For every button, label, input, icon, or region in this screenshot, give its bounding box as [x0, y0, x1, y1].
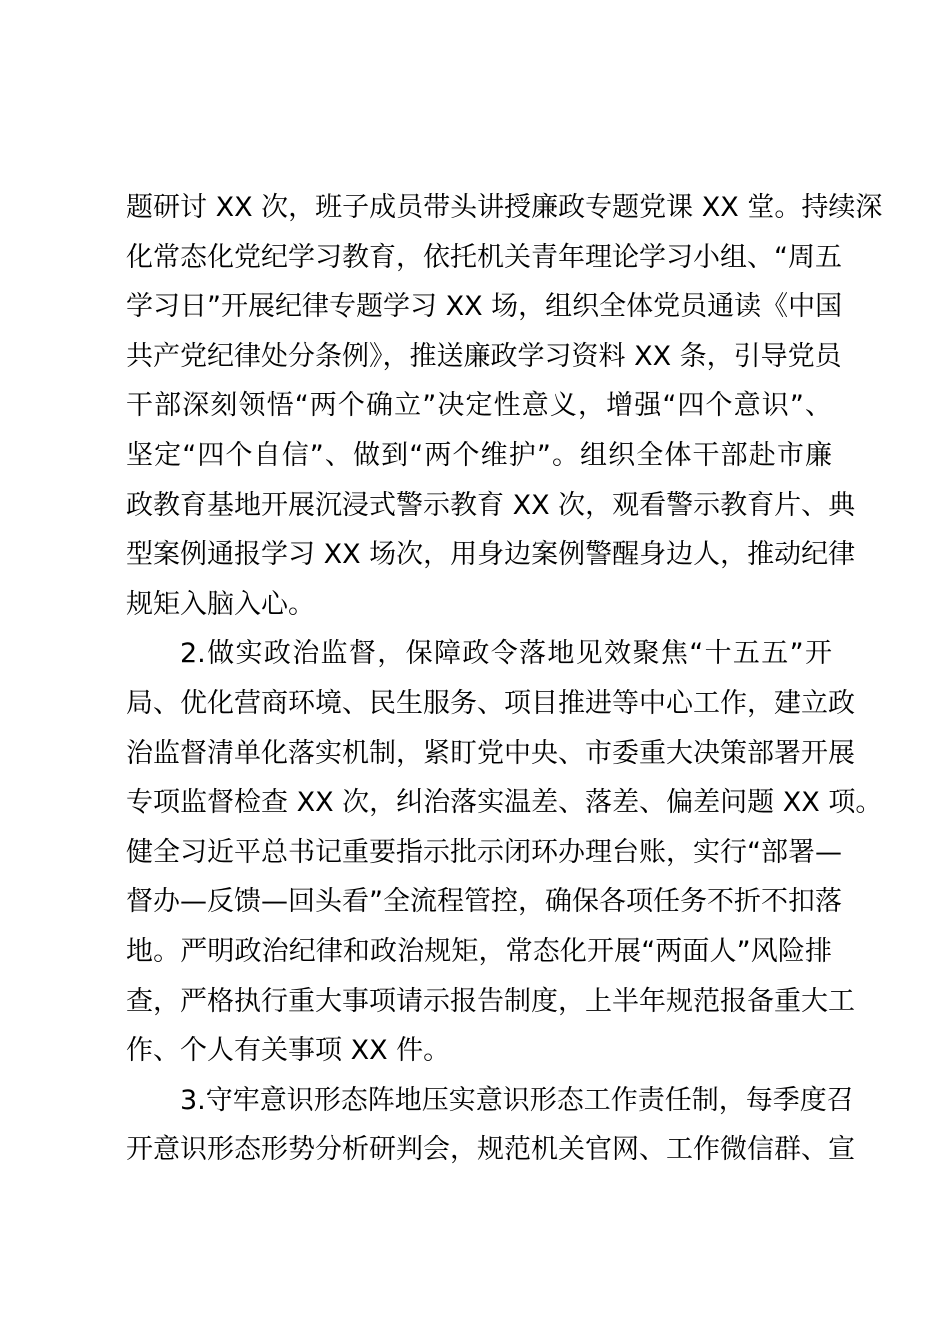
paragraph-2 — [126, 629, 883, 1075]
text-line: 专项监督检查 XX 次，纠治落实温差、落差、偏差问题 XX 项。 — [126, 787, 883, 819]
text-line: 开意识形态形势分析研判会，规范机关官网、工作微信群、宣 — [126, 1134, 855, 1166]
text-line: 化常态化党纪学习教育，依托机关青年理论学习小组、“周五 — [126, 241, 842, 273]
text-line: 查，严格执行重大事项请示报告制度，上半年规范报备重大工 — [126, 985, 855, 1017]
paragraph-1 — [126, 183, 883, 629]
text-line: 坚定“四个自信”、做到“两个维护”。组织全体干部赴市廉 — [126, 439, 832, 471]
document-body — [126, 183, 883, 1175]
text-line: 干部深刻领悟“两个确立”决定性意义，增强“四个意识”、 — [126, 390, 832, 422]
text-line: 规矩入脑入心。 — [126, 588, 315, 620]
text-line: 局、优化营商环境、民生服务、项目推进等中心工作，建立政 — [126, 687, 855, 719]
text-line: 作、个人有关事项 XX 件。 — [126, 1035, 451, 1067]
text-line: 共产党纪律处分条例》，推送廉政学习资料 XX 条，引导党员 — [126, 340, 842, 372]
text-line: 督办—反馈—回头看”全流程管控，确保各项任务不折不扣落 — [126, 886, 842, 918]
section-heading-line: 2.做实政治监督，保障政令落地见效聚焦“十五五”开 — [180, 638, 832, 670]
text-line: 政教育基地开展沉浸式警示教育 XX 次，观看警示教育片、典 — [126, 489, 856, 521]
text-line: 型案例通报学习 XX 场次，用身边案例警醒身边人，推动纪律 — [126, 539, 856, 571]
section-heading-line: 3.守牢意识形态阵地压实意识形态工作责任制，每季度召 — [180, 1084, 854, 1116]
paragraph-3 — [126, 1076, 855, 1175]
text-line: 题研讨 XX 次，班子成员带头讲授廉政专题党课 XX 堂。持续深 — [126, 192, 883, 223]
text-line: 学习日”开展纪律专题学习 XX 场，组织全体党员通读《中国 — [126, 291, 843, 323]
text-line: 健全习近平总书记重要指示批示闭环办理台账，实行“部署— — [126, 836, 842, 868]
text-line: 地。严明政治纪律和政治规矩，常态化开展“两面人”风险排 — [126, 935, 832, 967]
text-line: 治监督清单化落实机制，紧盯党中央、市委重大决策部署开展 — [126, 737, 855, 769]
